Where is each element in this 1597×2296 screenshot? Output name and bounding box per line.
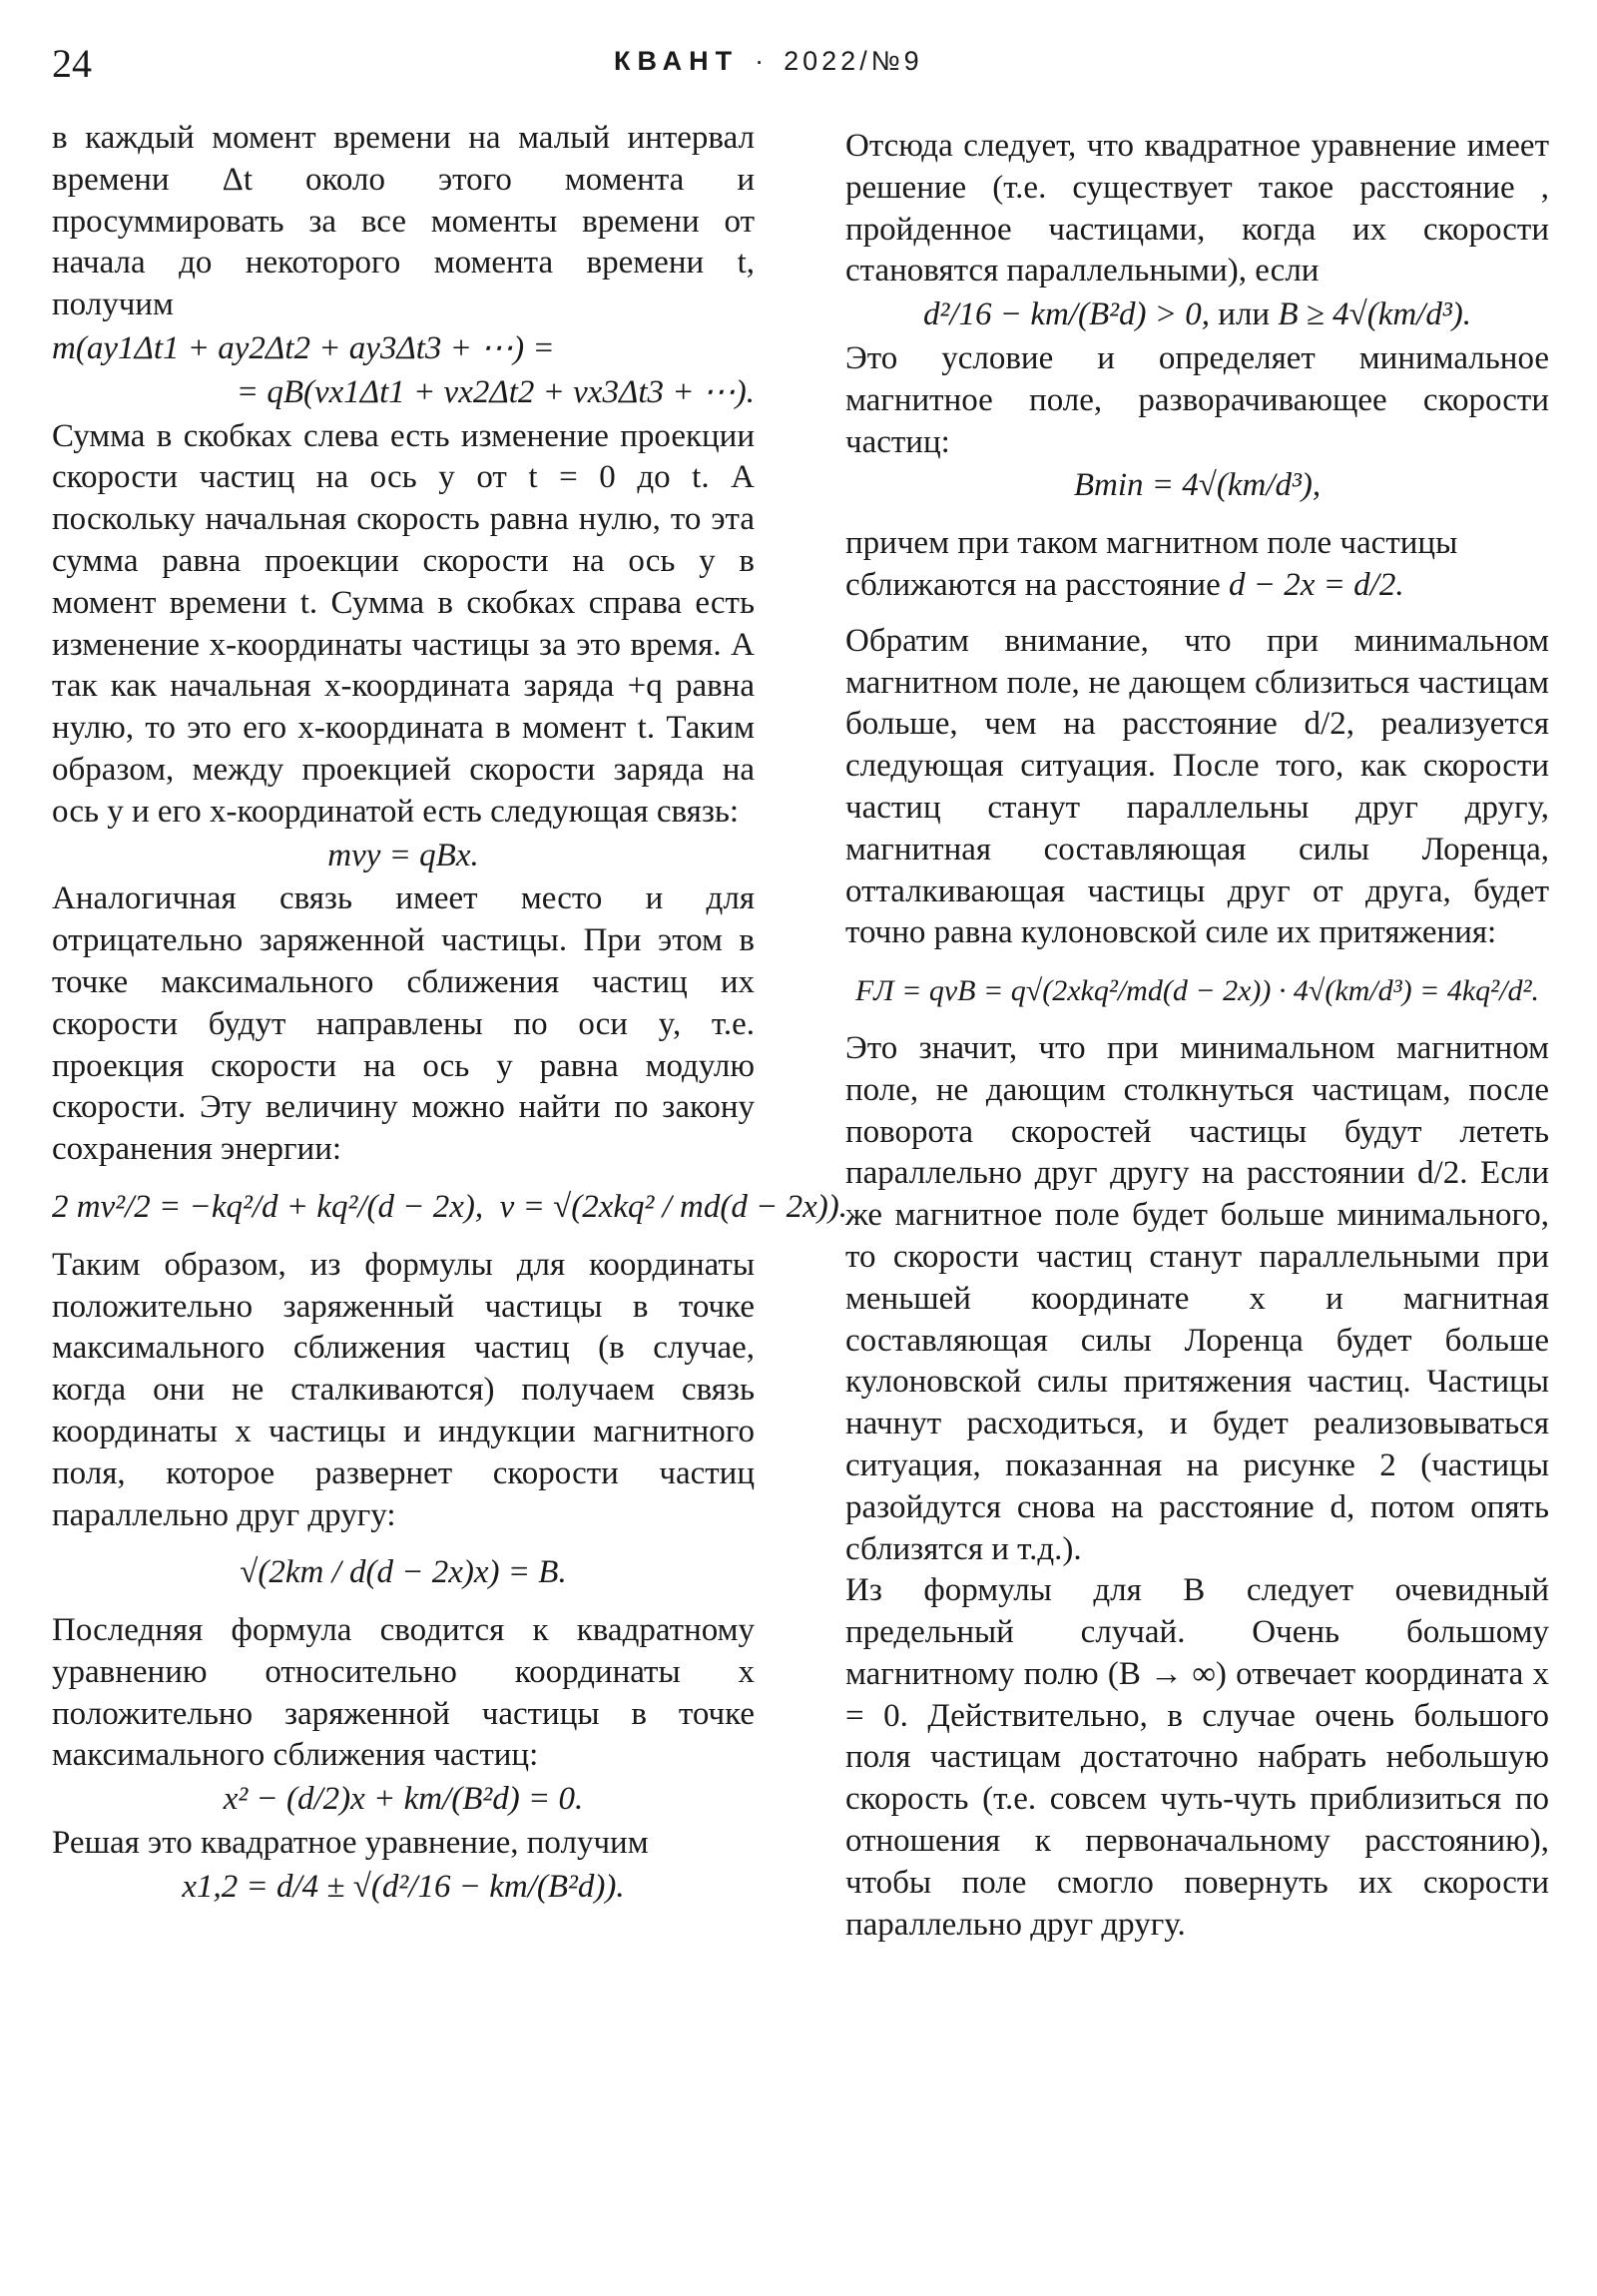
- velocity-formula: v = √(2xkq² / md(d − 2x)).: [499, 1188, 848, 1225]
- equation-sum-left: m(ay1Δt1 + ay2Δt2 + ay3Δt3 + ⋯) =: [52, 329, 555, 366]
- magazine-title: КВАНТ: [614, 46, 740, 76]
- right-column: [845, 126, 1549, 1946]
- paragraph: Решая это квадратное уравнение, получим: [52, 1825, 649, 1862]
- paragraph-inline-eq: [845, 565, 1549, 607]
- paragraph: Из формулы для B следует очевидный предельный случай. Очень большому магнитному полю (B → ∞) отвечает координата x = 0. Действительно, в случае очень большого поля частицам достаточно набрать небольшую скорость (т.е. совсем чуть-чуть приблизиться по отношения к первоначальному расстоянию), чтобы поле смогло повернуть их скорости параллельно друг другу.: [845, 1572, 1549, 1943]
- paragraph: причем при таком магнитном поле частицы: [845, 525, 1458, 562]
- paragraph: Обратим внимание, что при минимальном магнитном поле, не дающем сблизиться частицам больше, чем на расстояние d/2, реализуется следующая ситуация. После того, как скорости частиц станут параллельны друг другу, магнитная составляющая силы Лоренца, отталкивающая частицы друг от друга, будет точно равна кулоновской силе их притяжения:: [845, 622, 1549, 951]
- field-bound: B ≥ 4√(km/d³).: [1278, 296, 1471, 333]
- paragraph: Это значит, что при минимальном магнитном поле, не дающим столкнуться частицам, после поворота скоростей частицы будут лететь параллельно друг другу на расстоянии d/2. Если же магнитное поле будет больше минимального, то скорости частиц станут параллельными при меньшей координате x и магнитная составляющая силы Лоренца будет больше кулоновской силы притяжения частиц. Частицы начнут расходиться, и будет реализовываться ситуация, показанная на рисунке 2 (частицы разойдутся снова на расстояние d, потом опять сблизятся и т.д.).: [845, 1029, 1549, 1567]
- paragraph: Аналогичная связь имеет место и для отрицательно заряженной частицы. При этом в точке максимального сближения частиц их скорости будут направлены по оси y, т.е. проекция скорости на ось y равна модулю скорости. Эту величину можно найти по закону сохранения энергии:: [52, 880, 755, 1168]
- equation-bmin: Bmin = 4√(km/d³),: [1073, 467, 1322, 504]
- equation-roots: x1,2 = d/4 ± √(d²/16 − km/(B²d)).: [182, 1868, 625, 1905]
- left-column: [52, 118, 848, 1911]
- or-word: или: [1218, 296, 1271, 333]
- running-head: [614, 46, 923, 77]
- equation-quadratic: x² − (d/2)x + km/(B²d) = 0.: [223, 1781, 584, 1818]
- equation-energy: [52, 1187, 848, 1229]
- equation-field: √(2km / d(d − 2x)x) = B.: [240, 1554, 567, 1591]
- paragraph: Последняя формула сводится к квадратному уравнению относительно координаты x положительно заряженной частицы в точке максимального сближения частиц:: [52, 1612, 755, 1774]
- equation-sum-right: = qB(vx1Δt1 + vx2Δt2 + vx3Δt3 + ⋯).: [236, 373, 755, 410]
- equation-mvy: mvy = qBx.: [327, 837, 479, 873]
- paragraph: Таким образом, из формулы для координаты положительно заряженный частицы в точке максимального сближения частиц (в случае, когда они не сталкиваются) получаем связь координаты x частицы и индукции магнитного поля, которое развернет скорости частиц параллельно друг другу:: [52, 1246, 755, 1533]
- paragraph: Отсюда следует, что квадратное уравнение имеет решение (т.е. существует такое расстояние , пройденное частицами, когда их скорости становятся параллельными), если: [845, 128, 1549, 289]
- paragraph: Это условие и определяет минимальное магнитное поле, разворачивающее скорости частиц:: [845, 339, 1549, 460]
- paragraph: в каждый момент времени на малый интервал времени Δt около этого момента и просуммировать за все моменты времени от начала до некоторого момента времени t, получим: [52, 120, 755, 323]
- discriminant-condition: d²/16 − km/(B²d) > 0,: [923, 296, 1211, 333]
- paragraph: Сумма в скобках слева есть изменение проекции скорости частиц на ось y от t = 0 до t. А поскольку начальная скорость равна нулю, то эта сумма равна проекции скорости на ось y в момент времени t. Сумма в скобках справа есть изменение x-координаты частицы за это время. А так как начальная x-координата заряда +q равна нулю, то это его x-координата в момент t. Таким образом, между проекцией скорости заряда на ось y и его x-координатой есть следующая связь:: [52, 417, 755, 830]
- header-separator: ·: [755, 46, 769, 76]
- equation-lorentz: FЛ = qvB = q√(2xkq²/md(d − 2x)) · 4√(km/d³) = 4kq²/d².: [854, 974, 1540, 1008]
- issue-number: 2022/№9: [784, 46, 923, 76]
- paragraph-text: сближаются на расстояние: [845, 566, 1221, 603]
- energy-conservation: 2 mv²/2 = −kq²/d + kq²/(d − 2x),: [52, 1188, 484, 1225]
- equation-distance: d − 2x = d/2.: [1228, 566, 1404, 603]
- equation-condition: [845, 294, 1549, 336]
- page-number: 24: [52, 41, 92, 86]
